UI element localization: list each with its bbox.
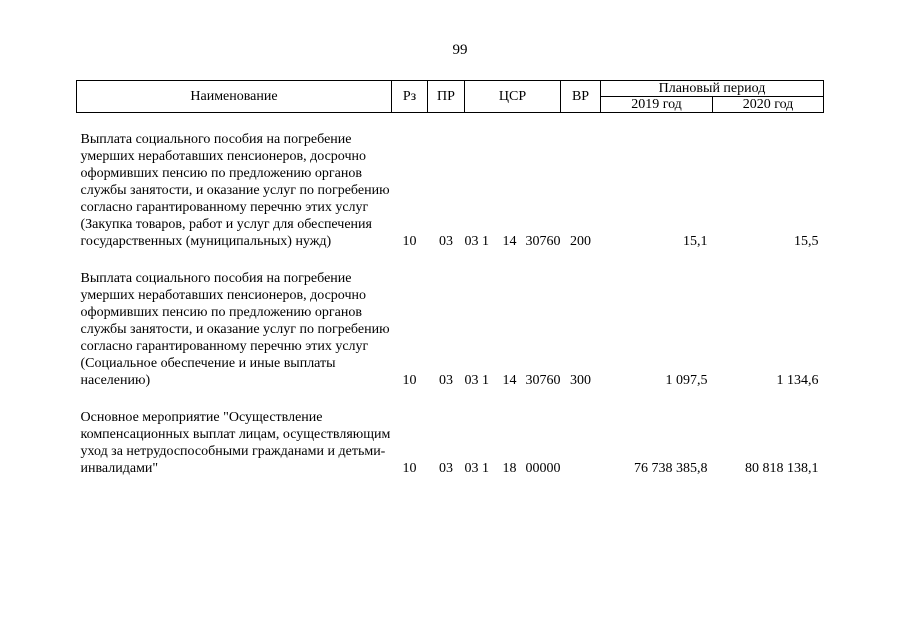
- row-csr-part1: 03 1: [464, 373, 489, 388]
- row-pr: 03: [439, 461, 453, 476]
- row-rz: 10: [402, 373, 417, 388]
- row-2019: 76 738 385,8: [634, 461, 708, 476]
- header-csr: ЦСР: [465, 81, 561, 113]
- row-name: Основное мероприятие "Осуществление компенсационных выплат лицам, осуществляющим уход за нетрудоспособными гражданами и детьми-инвалидами": [80, 410, 391, 476]
- header-pr: ПР: [428, 81, 465, 113]
- row-csr-part2: 14: [502, 373, 517, 388]
- row-2020: 15,5: [794, 234, 819, 249]
- budget-table: [76, 80, 824, 477]
- row-csr-part3: 30760: [525, 373, 561, 388]
- row-csr: [465, 131, 561, 250]
- table-row: [77, 270, 824, 389]
- row-csr-part3: 00000: [525, 461, 561, 476]
- row-csr-part2: 18: [502, 461, 517, 476]
- row-csr: [465, 270, 561, 389]
- row-vr: [561, 409, 601, 477]
- row-pr: 03: [439, 373, 453, 388]
- header-rz: Рз: [392, 81, 428, 113]
- row-rz: 10: [402, 461, 417, 476]
- row-vr: 200: [570, 234, 591, 249]
- row-name: Выплата социального пособия на погребение умерших неработавших пенсионеров, досрочно оформивших пенсию по предложению органов службы занятости, и оказание услуг по погребению согласно гарантированному перечню этих услуг (Закупка товаров, работ и услуг для обеспечения государственных (муниципальных) нужд): [80, 132, 390, 249]
- row-name: Выплата социального пособия на погребение умерших неработавших пенсионеров, досрочно оформивших пенсию по предложению органов службы занятости, и оказание услуг по погребению согласно гарантированному перечню этих услуг (Социальное обеспечение и иные выплаты населению): [80, 271, 390, 388]
- header-year-2019: 2019 год: [601, 97, 713, 113]
- row-pr: 03: [439, 234, 453, 249]
- row-2019: 1 097,5: [665, 373, 708, 388]
- row-csr-part1: 03 1: [464, 234, 489, 249]
- table-row: [77, 409, 824, 477]
- row-rz: 10: [402, 234, 417, 249]
- row-csr-part3: 30760: [525, 234, 561, 249]
- row-csr-part1: 03 1: [464, 461, 489, 476]
- row-csr-part2: 14: [502, 234, 517, 249]
- row-2020: 1 134,6: [776, 373, 819, 388]
- row-2020: 80 818 138,1: [745, 461, 819, 476]
- header-year-2020: 2020 год: [713, 97, 824, 113]
- page-number: 99: [452, 42, 468, 58]
- header-planning-period: Плановый период: [601, 81, 824, 97]
- row-csr: [465, 409, 561, 477]
- header-name: Наименование: [77, 81, 392, 113]
- table-row: [77, 131, 824, 250]
- header-vr: ВР: [561, 81, 601, 113]
- row-2019: 15,1: [683, 234, 708, 249]
- row-vr: 300: [570, 373, 591, 388]
